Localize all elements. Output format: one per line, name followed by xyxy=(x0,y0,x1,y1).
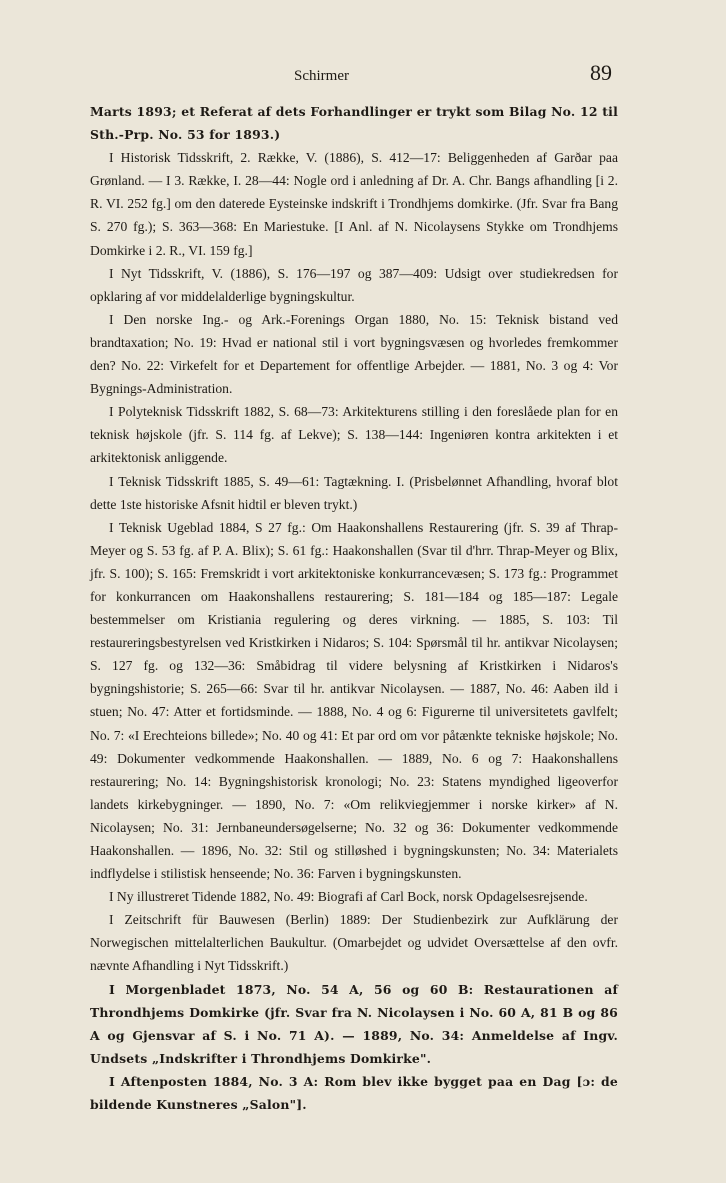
page-header xyxy=(0,60,726,96)
entry-aftenposten: I Aftenposten 1884, No. 3 A: Rom blev ikke bygget paa en Dag [ɔ: de bildende Kunstneres „Salon"]. xyxy=(90,1073,618,1113)
page-number: 89 xyxy=(590,60,612,85)
entry-zeitschrift-fur-bauwesen: I Zeitschrift für Bauwesen (Berlin) 1889: Der Studienbezirk zur Aufklärung der Norwegischen mittelalterlichen Baukultur. (Omarbejdet og udvidet Oversættelse af den ovfr. nævnte Afhandling i Nyt Tidsskrift.) xyxy=(90,912,618,974)
entry-polyteknisk-tidsskrift: I Polyteknisk Tidsskrift 1882, S. 68—73: Arkitekturens stilling i den foreslåede plan for en teknisk højskole (jfr. S. 114 fg. af Lekve); S. 138—144: Ingeniøren kontra arkitekten i et arkitektonisk anliggende. xyxy=(90,404,618,466)
page-body xyxy=(90,100,618,1116)
entry-nyt-tidsskrift: I Nyt Tidsskrift, V. (1886), S. 176—197 og 387—409: Udsigt over studiekredsen for opklaring af vor middelalderlige bygningskultur. xyxy=(90,265,618,304)
paragraph-continuation: Marts 1893; et Referat af dets Forhandlinger er trykt som Bilag No. 12 til Sth.-Prp. No. 53 for 1893.) xyxy=(90,104,618,143)
entry-teknisk-ugeblad: I Teknisk Ugeblad 1884, S 27 fg.: Om Haakonshallens Restaurering (jfr. S. 39 af Thrap-Meyer og S. 53 fg. af P. A. Blix); S. 61 fg.: Haakonshallen (Svar til d'hrr. Thrap-Meyer og Blix, jfr. S. 100); S. 165: Fremskridt i vort arkitektoniske konkurrancevæsen; S. 173 fg.: Programmet for konkurrancen om Haakonshallens restaurering; S. 181—184 og 185—187: Legale bestemmelser om Kristiania regulering og deres virkning. — 1885, S. 103: Til restaureringsbestyrelsen ved Kristkirken i Nidaros; S. 104: Spørsmål til hr. antikvar Nicolaysen; S. 127 fg. og 132—36: Småbidrag til videre belysning af Kristkirken i Nidaros's bygningshistorie; S. 265—66: Svar til hr. antikvar Nicolaysen. — 1887, No. 46: Aaben ild i stuen; No. 47: Atter et fortidsminde. — 1888, No. 4 og 6: Figurerne til universitetets gavlfelt; No. 7: «I Erechteions billede»; No. 40 og 41: Et par ord om vor påtænkte tekniske højskole; No. 49: Dokumenter vedkommende Haakonshallen. — 1889, No. 6 og 7: Haakonshallens restaurering; No. 14: Bygningshistorisk kronologi; No. 23: Statens myndighed ligeoverfor landets kirkebygninger. — 1890, No. 7: «Om relikviegjemmer i norske kirker» af N. Nicolaysen; No. 31: Jernbaneundersøgelserne; No. 32 og 36: Dokumenter vedkommende Haakonshallen. — 1896, No. 32: Stil og stilløshed i bygningskunsten; No. 34: Materialets indflydelse i stilistisk henseende; No. 36: Farven i bygningskunsten. xyxy=(90,519,618,882)
entry-ing-ark-forenings-organ: I Den norske Ing.- og Ark.-Forenings Organ 1880, No. 15: Teknisk bistand ved brandtaxation; No. 19: Hvad er national stil i vort bygningsvæsen og hvorledes fremkommer den? No. 22: Virkefelt for et Departement for offentlige Arbejder. — 1881, No. 3 og 4: Vor Bygnings-Administration. xyxy=(90,311,618,397)
entry-morgenbladet: I Morgenbladet 1873, No. 54 A, 56 og 60 B: Restaurationen af Throndhjems Domkirke (jfr. Svar fra N. Nicolaysen i No. 60 A, 81 B og 86 A og Gjensvar af S. i No. 71 A). — 1889, No. 34: Anmeldelse af Ingv. Undsets „Indskrifter i Throndhjems Domkirke". xyxy=(90,981,618,1066)
running-head: Schirmer xyxy=(294,68,349,84)
entry-ny-illustreret-tidende: I Ny illustreret Tidende 1882, No. 49: Biografi af Carl Bock, norsk Opdagelsesrejsende. xyxy=(109,889,588,905)
entry-teknisk-tidsskrift: I Teknisk Tidsskrift 1885, S. 49—61: Tagtækning. I. (Prisbelønnet Afhandling, hvoraf blot dette 1ste historiske Afsnit hidtil er bleven trykt.) xyxy=(90,473,618,512)
entry-historisk-tidsskrift: I Historisk Tidsskrift, 2. Række, V. (1886), S. 412—17: Beliggenheden af Garðar paa Grønland. — I 3. Række, I. 28—44: Nogle ord i anledning af Dr. A. Chr. Bangs afhandling [i 2. R. VI. 252 fg.] om den daterede Eysteinske indskrift i Trondhjems domkirke. (Jfr. Svar fra Bang S. 270 fg.); S. 363—368: En Mariestuke. [I Anl. af N. Nicolaysens Stykke om Trondhjems Domkirke i 2. R., VI. 159 fg.] xyxy=(90,150,618,258)
